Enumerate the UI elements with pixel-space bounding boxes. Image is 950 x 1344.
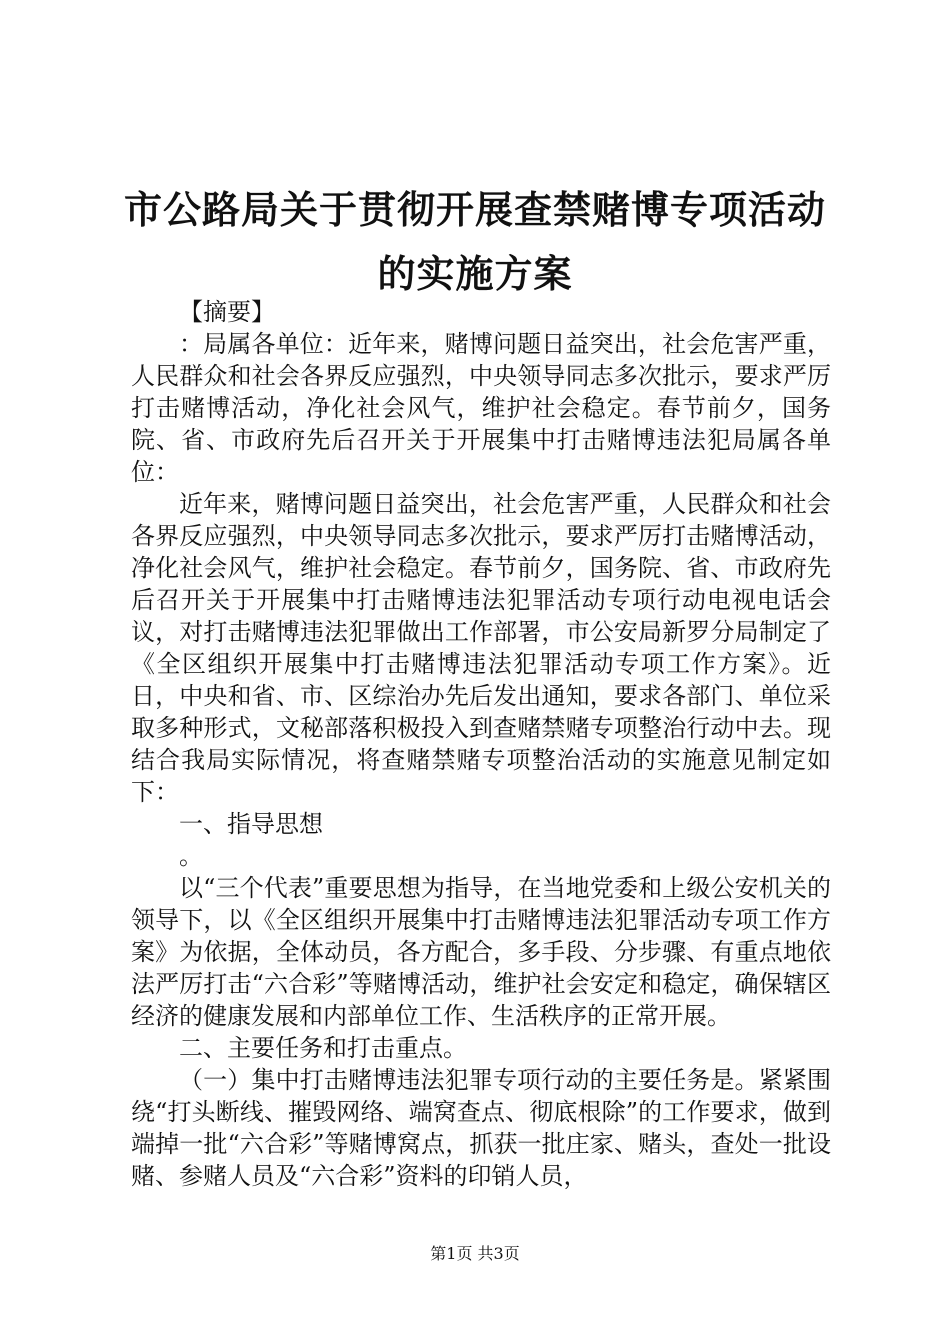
heading-main-tasks: 二、主要任务和打击重点。: [179, 1034, 467, 1062]
page-number-footer: 第1页 共3页: [430, 1244, 520, 1263]
paragraph-guiding-ideology: 以“三个代表”重要思想为指导，在当地党委和上级公安机关的领导下，以《全区组织开展集中打击赌博违法犯罪活动专项工作方案》为依据，全体动员，各方配合，多手段、分步骤、有重点地依法严厉打击“六合彩”等赌博活动，维护社会安定和稳定，确保辖区经济的健康发展和内部单位工作、生活秩序的正常开展。: [131, 874, 831, 1030]
heading-guiding-ideology: 一、指导思想: [179, 810, 323, 838]
paragraph-main-tasks: （一）集中打击赌博违法犯罪专项行动的主要任务是。紧紧围绕“打头断线、摧毁网络、端窝查点、彻底根除”的工作要求，做到端掉一批“六合彩”等赌博窝点，抓获一批庄家、赌头，查处一批设赌、参赌人员及“六合彩”资料的印销人员，: [131, 1066, 831, 1190]
paragraph-period: 。: [179, 842, 203, 870]
paragraph-abstract-label: 【摘要】: [179, 298, 275, 326]
paragraph-abstract: ：局属各单位：近年来，赌博问题日益突出，社会危害严重，人民群众和社会各界反应强烈，中央领导同志多次批示，要求严厉打击赌博活动，净化社会风气，维护社会稳定。春节前夕，国务院、省、市政府先后召开关于开展集中打击赌博违法犯局属各单位：: [131, 330, 831, 486]
document-body: [131, 296, 831, 1192]
paragraph-intro: 近年来，赌博问题日益突出，社会危害严重，人民群众和社会各界反应强烈，中央领导同志多次批示，要求严厉打击赌博活动，净化社会风气，维护社会稳定。春节前夕，国务院、省、市政府先后召开关于开展集中打击赌博违法犯罪活动专项行动电视电话会议，对打击赌博违法犯罪做出工作部署，市公安局新罗分局制定了《全区组织开展集中打击赌博违法犯罪活动专项工作方案》。近日，中央和省、市、区综治办先后发出通知，要求各部门、单位采取多种形式，文秘部落积极投入到查赌禁赌专项整治行动中去。现结合我局实际情况，将查赌禁赌专项整治活动的实施意见制定如下：: [131, 490, 831, 806]
document-title: 市公路局关于贯彻开展查禁赌博专项活动的实施方案: [123, 187, 826, 296]
